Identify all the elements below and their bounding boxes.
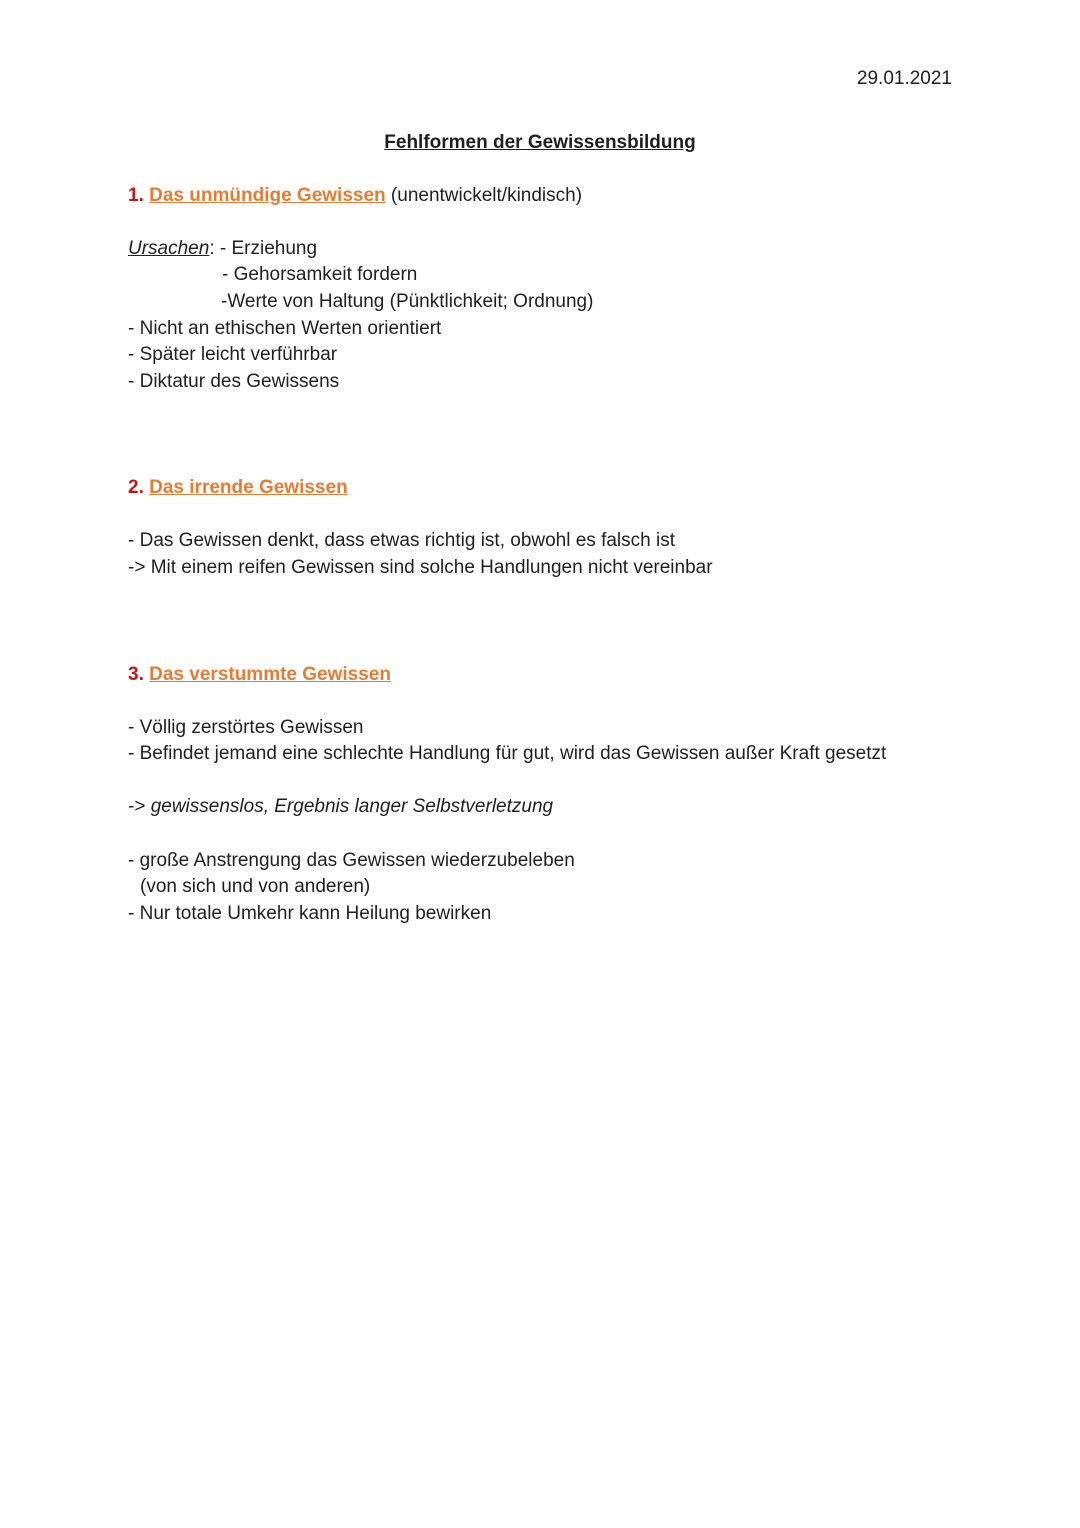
document-title: Fehlformen der Gewissensbildung [384,132,696,153]
section-1-point-1: - Nicht an ethischen Werten orientiert [128,318,442,339]
arrow-text: gewissenslos, Ergebnis langer Selbstverletzung [150,796,554,817]
section-3-point-2: - Befindet jemand eine schlechte Handlung für gut, wird das Gewissen außer Kraft gesetzt [128,743,887,764]
section-3-point-4: - Nur totale Umkehr kann Heilung bewirken [128,903,492,924]
section-1-header [128,184,582,208]
section-2-number: 2. [128,477,144,498]
section-3-point-1: - Völlig zerstörtes Gewissen [128,717,364,738]
causes-line-1 [128,237,317,261]
section-1-point-3: - Diktatur des Gewissens [128,371,340,392]
section-3-point-3: - große Anstrengung das Gewissen wiederzubeleben [128,850,575,871]
cause-item-3: -Werte von Haltung (Pünktlichkeit; Ordnung) [221,291,594,312]
section-3-point-3-cont: (von sich und von anderen) [140,876,371,897]
section-2-heading: Das irrende Gewissen [149,477,348,498]
section-3-arrow-line [128,795,553,819]
arrow-prefix: -> [128,796,151,817]
causes-label: Ursachen [128,238,210,259]
section-1-heading: Das unmündige Gewissen [149,185,386,206]
section-1-suffix: (unentwickelt/kindisch) [385,185,583,206]
cause-item-1: - Erziehung [214,238,318,259]
section-1-number: 1. [128,185,144,206]
causes-colon: : [209,238,215,259]
section-2-point-2: -> Mit einem reifen Gewissen sind solche Handlungen nicht vereinbar [128,557,713,578]
section-1-point-2: - Später leicht verführbar [128,344,338,365]
section-3-header [128,663,391,687]
section-3-heading: Das verstummte Gewissen [149,664,391,685]
section-3-number: 3. [128,664,144,685]
cause-item-2: - Gehorsamkeit fordern [222,264,418,285]
section-2-point-1: - Das Gewissen denkt, dass etwas richtig ist, obwohl es falsch ist [128,530,676,551]
document-date: 29.01.2021 [856,68,952,89]
section-2-header [128,476,348,500]
